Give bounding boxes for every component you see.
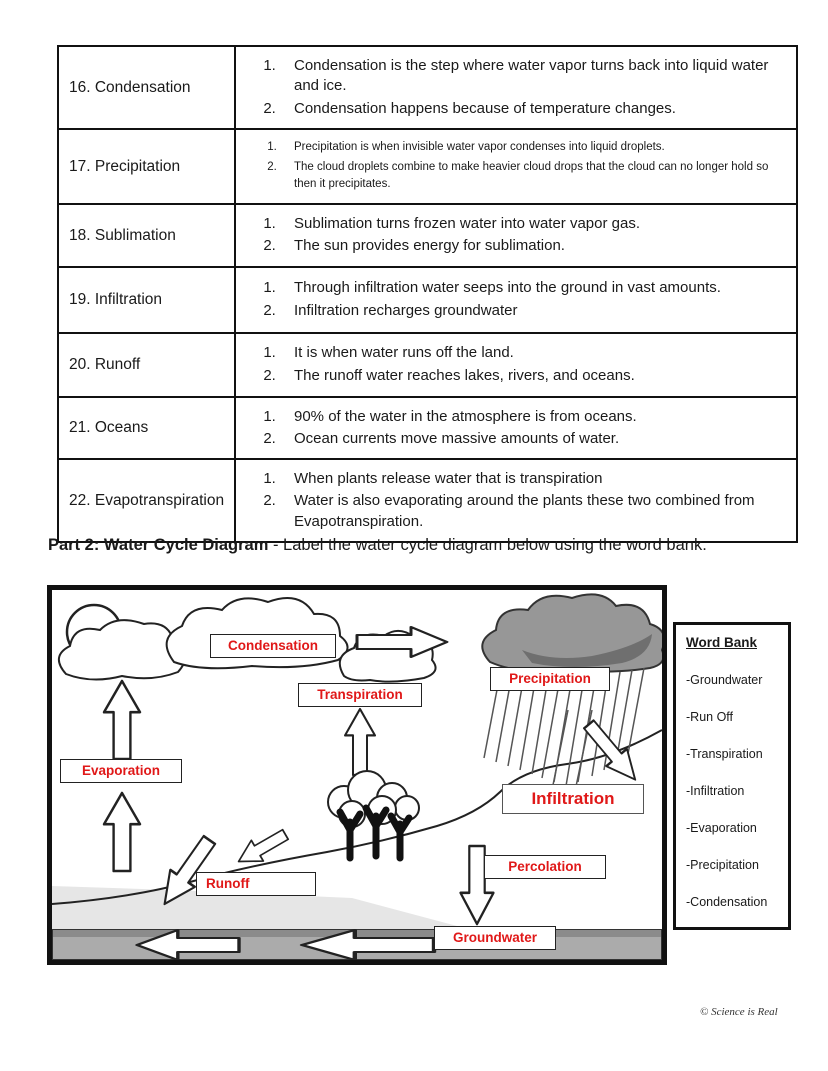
term-cell: 16. Condensation bbox=[59, 47, 236, 128]
label-evaporation: Evaporation bbox=[60, 759, 182, 783]
word-bank-item: -Precipitation bbox=[686, 858, 759, 872]
evaporation-arrow bbox=[104, 681, 140, 759]
definition-point: 2. The cloud droplets combine to make heavier cloud drops that the cloud can no longer hold so then it precipitates. bbox=[280, 159, 788, 195]
transpiration-arrow bbox=[345, 709, 375, 775]
label-percolation: Percolation bbox=[484, 855, 606, 879]
term-cell: 19. Infiltration bbox=[59, 268, 236, 332]
label-runoff: Runoff bbox=[196, 872, 316, 896]
definition-point: 1. When plants release water that is transpiration bbox=[280, 469, 788, 489]
word-bank-item: -Infiltration bbox=[686, 784, 745, 798]
table-row bbox=[59, 334, 796, 398]
label-transpiration: Transpiration bbox=[298, 683, 422, 707]
word-bank-item: -Evaporation bbox=[686, 821, 757, 835]
definition-point: 1. It is when water runs off the land. bbox=[280, 343, 788, 363]
table-row bbox=[59, 460, 796, 541]
vocab-table bbox=[57, 45, 798, 543]
definition-point: 2. The sun provides energy for sublimation. bbox=[280, 236, 788, 256]
definition-point: 1. Through infiltration water seeps into the ground in vast amounts. bbox=[280, 278, 788, 298]
credit-text: © Science is Real bbox=[700, 1006, 778, 1018]
term-cell: 21. Oceans bbox=[59, 398, 236, 459]
definition-cell bbox=[236, 47, 796, 128]
definition-point: 1. Sublimation turns frozen water into water vapor gas. bbox=[280, 214, 788, 234]
definition-point: 2. The runoff water reaches lakes, rivers, and oceans. bbox=[280, 366, 788, 386]
infiltration-arrow bbox=[579, 716, 646, 789]
definition-point: 1. Condensation is the step where water vapor turns back into liquid water and ice. bbox=[280, 56, 788, 97]
table-row bbox=[59, 130, 796, 205]
word-bank bbox=[673, 622, 791, 930]
table-row bbox=[59, 268, 796, 334]
table-row bbox=[59, 205, 796, 268]
table-row bbox=[59, 47, 796, 130]
term-cell: 20. Runoff bbox=[59, 334, 236, 396]
definition-cell bbox=[236, 460, 796, 541]
definition-cell bbox=[236, 334, 796, 396]
word-bank-item: -Transpiration bbox=[686, 747, 763, 761]
word-bank-item: -Condensation bbox=[686, 895, 768, 909]
label-infiltration: Infiltration bbox=[502, 784, 644, 814]
table-row bbox=[59, 398, 796, 461]
definition-point: 1. 90% of the water in the atmosphere is from oceans. bbox=[280, 407, 788, 427]
label-precipitation: Precipitation bbox=[490, 667, 610, 691]
water-cycle-diagram bbox=[47, 585, 667, 965]
definition-point: 2. Infiltration recharges groundwater bbox=[280, 301, 788, 321]
word-bank-title: Word Bank bbox=[686, 635, 758, 650]
part2-heading-bold: Part 2: Water Cycle Diagram bbox=[48, 536, 269, 554]
term-cell: 22. Evapotranspiration bbox=[59, 460, 236, 541]
word-bank-item: -Run Off bbox=[686, 710, 734, 724]
definition-point: 2. Condensation happens because of temperature changes. bbox=[280, 99, 788, 119]
definition-cell bbox=[236, 398, 796, 459]
definition-cell bbox=[236, 205, 796, 266]
definition-point: 2. Water is also evaporating around the plants these two combined from Evapotranspiration. bbox=[280, 491, 788, 532]
term-cell: 18. Sublimation bbox=[59, 205, 236, 266]
label-condensation: Condensation bbox=[210, 634, 336, 658]
definition-point: 2. Ocean currents move massive amounts of water. bbox=[280, 429, 788, 449]
definition-cell bbox=[236, 268, 796, 332]
word-bank-item: -Groundwater bbox=[686, 673, 763, 687]
part2-heading-rest: - Label the water cycle diagram below using the word bank. bbox=[268, 536, 707, 554]
label-groundwater: Groundwater bbox=[434, 926, 556, 950]
evaporation-arrow bbox=[104, 793, 140, 871]
term-cell: 17. Precipitation bbox=[59, 130, 236, 203]
definition-point: 1. Precipitation is when invisible water vapor condenses into liquid droplets. bbox=[280, 139, 788, 157]
part2-heading bbox=[48, 534, 796, 558]
definition-cell bbox=[236, 130, 796, 203]
